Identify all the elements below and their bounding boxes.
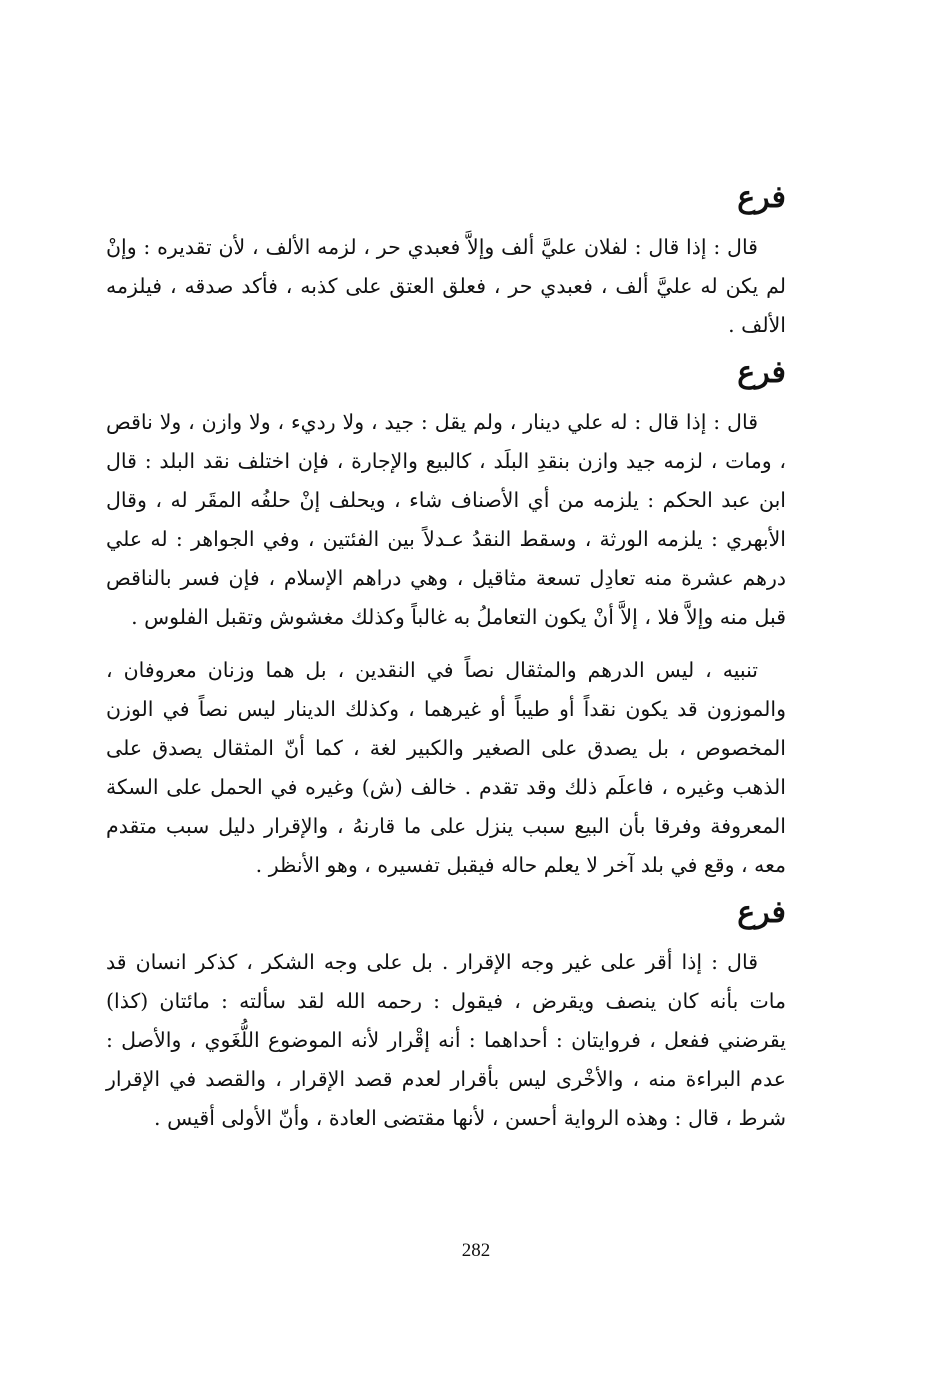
paragraph: قال : إذا أقر على غير وجه الإقرار . بل على وجه الشكر ، كذكر انسان قد مات بأنه كان ينصف ويقرض ، فيقول : رحمه الله لقد سألته : مائتان (كذا) يقرضني ففعل ، فروايتان : أحداهما : أنه إقْرار لأنه الموضوع اللُّغَوي ، والأصل : عدم البراءة منه ، والأخْرى ليس بأقرار لعدم قصد الإقرار ، والقصد في الإقرار شرط ، قال : وهذه الرواية أحسن ، لأنها مقتضى العادة ، وأنّ الأولى أقيس . <box>106 950 786 1130</box>
paragraph: قال : إذا قال : لفلان عليَّ ألف وإلاَّ فعبدي حر ، لزمه الألف ، لأن تقديره : وإنْ لم يكن له عليَّ ألف ، فعبدي حر ، فعلق العتق على كذبه ، فأكد صدقه ، فيلزمه الألف . <box>106 235 786 337</box>
section-2 <box>106 355 786 885</box>
paragraph-note: تنبيه ، ليس الدرهم والمثقال نصاً في النقدين ، بل هما وزنان معروفان ، والموزون قد يكون نقداً أو طيباً أو غيرهما ، وكذلك الدينار ليس نصاً في الوزن المخصوص ، بل يصدق على الصغير والكبير لغة ، كما أنّ المثقال يصدق على الذهب وغيره ، فاعلَم ذلك وقد تقدم . خالف (ش) وغيره في الحمل على السكة المعروفة وفرقا بأن البيع سبب ينزل على ما قارنهُ ، والإقرار دليل سبب متقدم معه ، وقع في بلد آخر لا يعلم حاله فيقبل تفسيره ، وهو الأنظر . <box>106 658 786 877</box>
page-body <box>106 180 786 1152</box>
section-heading: فرع <box>737 180 786 215</box>
paragraph: قال : إذا قال : له علي دينار ، ولم يقل : جيد ، ولا رديء ، ولا وازن ، ولا ناقص ، ومات ، لزمه جيد وازن بنقدِ البلَد ، كالبيع والإجارة ، فإن اختلف نقد البلد : قال ابن عبد الحكم : يلزمه من أي الأصناف شاء ، ويحلف إنْ حلفُه المقَر له ، وقال الأبهري : يلزمه الورثة ، وسقط النقدُ عـدلاً بين الفئتين ، وفي الجواهر : له علي درهم عشرة منه تعادِل تسعة مثاقيل ، وهي دراهم الإسلام ، فإن فسر بالناقص قبل منه وإلاَّ فلا ، إلاَّ أنْ يكون التعاملُ به غالباً وكذلك مغشوش وتقبل الفلوس . <box>106 410 786 629</box>
page-number: 282 <box>461 1240 491 1261</box>
section-heading: فرع <box>737 895 786 930</box>
section-1 <box>106 180 786 345</box>
section-heading: فرع <box>737 355 786 390</box>
section-3 <box>106 895 786 1138</box>
